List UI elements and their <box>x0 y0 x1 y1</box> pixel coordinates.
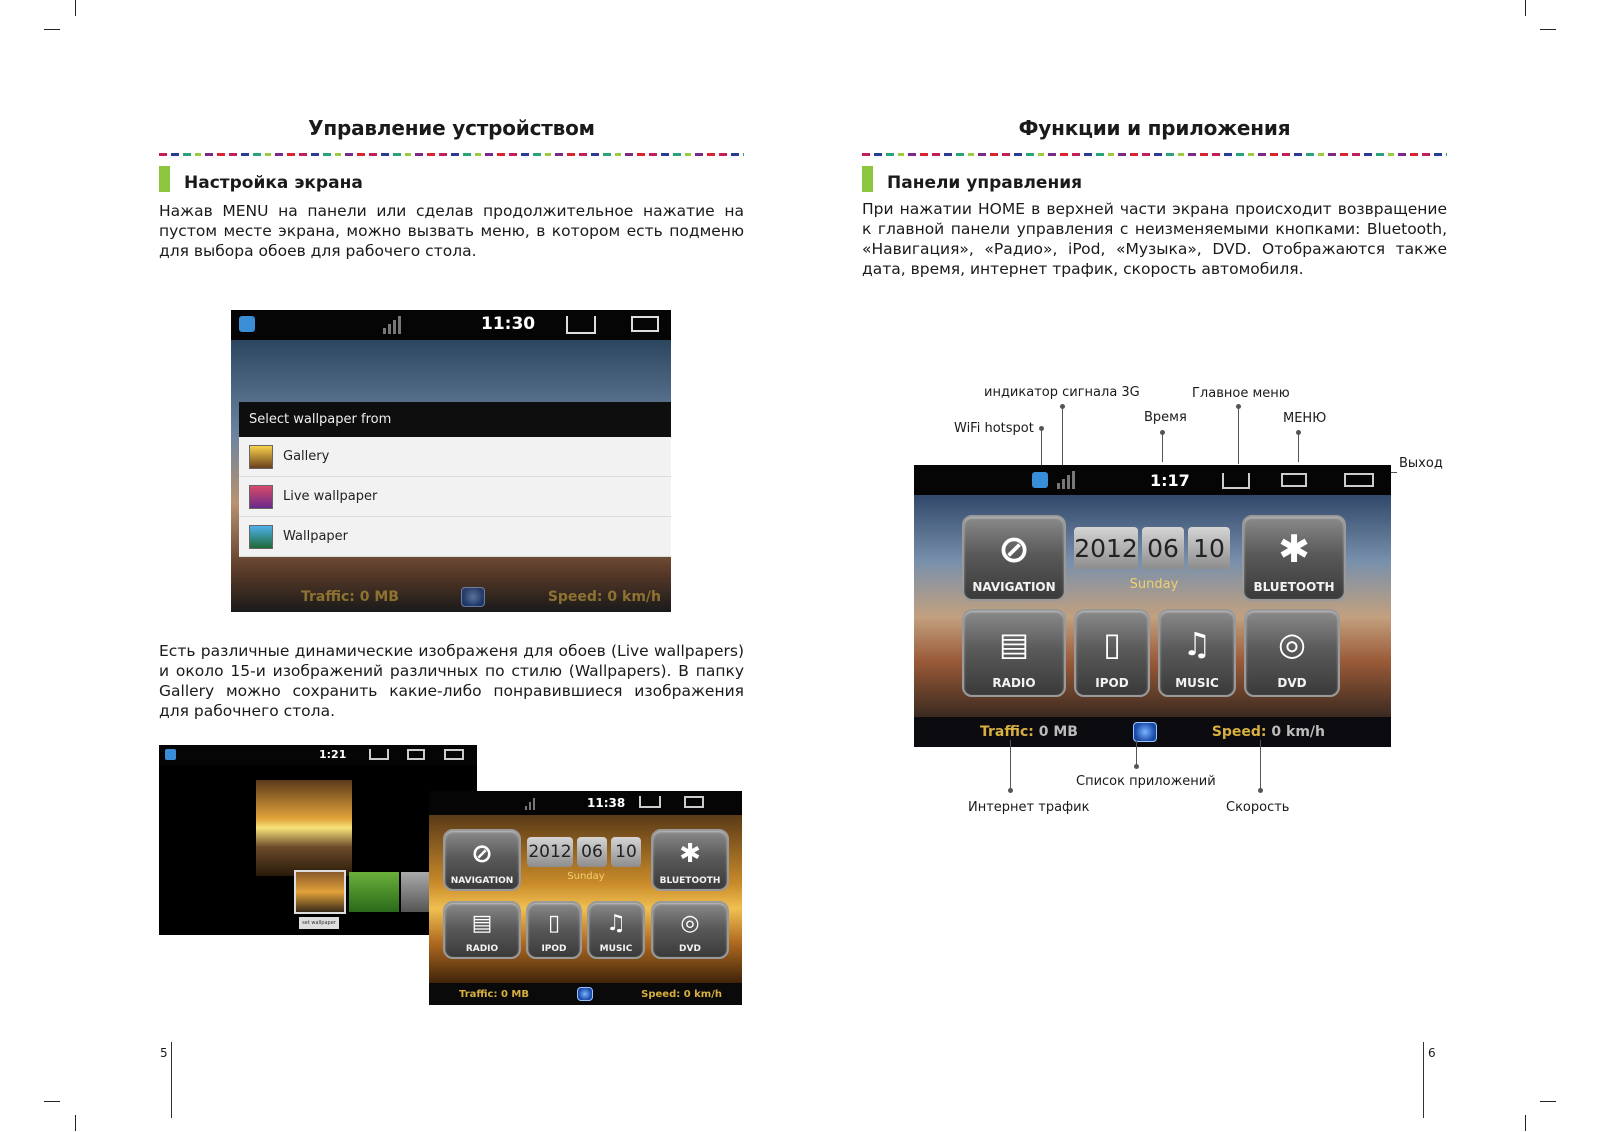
annotation-exit: Выход <box>1399 456 1443 471</box>
crop-mark <box>1540 29 1556 30</box>
status-bar <box>159 745 477 765</box>
tile-label: NAVIGATION <box>450 876 514 886</box>
tile-label: DVD <box>1277 676 1307 690</box>
home-screenshot <box>914 465 1391 747</box>
home-icon[interactable] <box>639 796 661 808</box>
clock: 1:21 <box>319 748 347 761</box>
info-bar <box>914 717 1391 747</box>
date-month: 06 <box>1142 527 1184 569</box>
music-tile[interactable] <box>587 901 645 959</box>
ipod-icon: ▯ <box>547 911 561 936</box>
tile-label: BLUETOOTH <box>1253 580 1335 594</box>
right-page <box>862 0 1447 1132</box>
connector-dot <box>1008 788 1013 793</box>
crop-mark <box>75 1115 76 1131</box>
tile-label: BLUETOOTH <box>659 876 721 886</box>
section-title: Настройка экрана <box>184 173 363 193</box>
app-grid-icon[interactable] <box>461 587 485 607</box>
recent-apps-icon[interactable] <box>631 316 659 332</box>
ipod-tile[interactable] <box>526 901 582 959</box>
section-title: Панели управления <box>887 173 1083 193</box>
bluetooth-tile[interactable] <box>651 829 729 891</box>
home-icon[interactable] <box>1222 473 1250 489</box>
bluetooth-tile[interactable] <box>1242 515 1346 601</box>
left-page <box>159 0 744 1132</box>
ipod-icon: ▯ <box>1103 624 1121 663</box>
wifi-icon <box>1032 472 1048 488</box>
connector-line <box>1062 407 1063 467</box>
home-icon[interactable] <box>566 316 596 334</box>
crop-mark <box>1525 1115 1526 1131</box>
crop-mark <box>1525 0 1526 16</box>
speed-readout: Speed: 0 km/h <box>1211 724 1325 740</box>
live-wallpaper-icon <box>249 485 273 509</box>
crop-mark <box>75 0 76 16</box>
navigation-tile[interactable] <box>443 829 521 891</box>
signal-icon <box>381 316 403 334</box>
recent-apps-icon[interactable] <box>684 796 704 808</box>
radio-tile[interactable] <box>443 901 521 959</box>
connector-line <box>1238 406 1239 464</box>
signal-icon <box>1056 471 1076 489</box>
connector-dot <box>1258 788 1263 793</box>
section-heading <box>159 165 363 193</box>
gallery-thumbnail[interactable] <box>349 872 399 912</box>
menu-item-gallery[interactable] <box>239 437 671 477</box>
status-bar <box>231 310 671 340</box>
connector-line <box>1260 740 1261 790</box>
wallpaper-menu <box>239 402 671 557</box>
page-heading: Функции и приложения <box>1018 116 1291 140</box>
menu-item-live-wallpaper[interactable] <box>239 477 671 517</box>
annotation-main-menu: Главное меню <box>1192 386 1290 401</box>
status-bar <box>914 465 1391 495</box>
radio-tile[interactable] <box>962 609 1066 697</box>
page-number: 6 <box>1428 1046 1436 1060</box>
annotation-app-list: Список приложений <box>1076 774 1216 789</box>
signal-icon <box>524 796 538 810</box>
tile-label: RADIO <box>465 944 499 954</box>
section-heading <box>862 165 1082 193</box>
wallpaper-icon <box>249 525 273 549</box>
date-day: 10 <box>1188 527 1230 569</box>
annotation-3g-signal: индикатор сигнала 3G <box>984 385 1140 400</box>
recent-apps-icon[interactable] <box>1281 473 1307 487</box>
connector-dot <box>1134 764 1139 769</box>
connector-line <box>1136 740 1137 766</box>
home-screenshot-small <box>429 791 742 1005</box>
weekday: Sunday <box>1129 577 1179 592</box>
ipod-tile[interactable] <box>1074 609 1150 697</box>
date-month: 06 <box>577 837 607 867</box>
crop-mark <box>44 29 60 30</box>
date-day: 10 <box>611 837 641 867</box>
info-bar <box>429 983 742 1005</box>
crop-mark <box>1540 1101 1556 1102</box>
radio-icon: ▤ <box>471 911 493 936</box>
tile-label: DVD <box>679 944 701 954</box>
date-digits <box>1074 527 1234 569</box>
gallery-thumbnail[interactable] <box>294 870 346 914</box>
bluetooth-icon: ✱ <box>679 838 701 869</box>
tile-label: MUSIC <box>1175 676 1219 690</box>
traffic-readout: Traffic: 0 MB <box>980 724 1078 740</box>
traffic-readout: Traffic: 0 MB <box>301 589 399 605</box>
connector-line <box>1162 432 1163 462</box>
menu-item-label: Wallpaper <box>283 529 349 544</box>
page-number: 5 <box>160 1046 168 1060</box>
dvd-tile[interactable] <box>651 901 729 959</box>
gallery-icon <box>249 445 273 469</box>
menu-title: Select wallpaper from <box>239 402 671 437</box>
wifi-icon <box>239 316 255 332</box>
radio-icon: ▤ <box>998 624 1030 663</box>
info-bar <box>231 582 671 612</box>
tile-label: MUSIC <box>599 944 633 954</box>
section-marker <box>159 166 170 192</box>
app-grid-icon[interactable] <box>577 987 593 1001</box>
compass-icon: ⊘ <box>471 838 493 869</box>
traffic-readout: Traffic: 0 MB <box>459 988 529 1000</box>
tile-label: RADIO <box>992 676 1036 690</box>
home-icon[interactable] <box>369 749 389 760</box>
status-bar <box>429 791 742 815</box>
navigation-tile[interactable] <box>962 515 1066 601</box>
annotation-wifi: WiFi hotspot <box>954 421 1034 436</box>
connector-line <box>1041 428 1042 465</box>
speed-readout: Speed: 0 km/h <box>641 988 722 1000</box>
date-widget <box>527 837 645 891</box>
music-note-icon: ♫ <box>606 911 626 936</box>
menu-item-wallpaper[interactable] <box>239 517 671 557</box>
tile-label: NAVIGATION <box>972 580 1056 594</box>
connector-line <box>1010 740 1011 790</box>
paragraph: Нажав MENU на панели или сделав продолжительное нажатие на пустом месте экрана, можно вызвать меню, в котором есть подменю для выбора обоев для рабочего стола. <box>159 202 744 260</box>
annotation-menu: МЕНЮ <box>1283 411 1327 426</box>
divider <box>159 153 744 156</box>
recent-apps-icon[interactable] <box>407 749 425 760</box>
clock: 1:17 <box>1150 471 1190 490</box>
disc-icon: ◎ <box>1278 624 1306 663</box>
back-icon[interactable] <box>1344 473 1374 487</box>
menu-item-label: Gallery <box>283 449 330 464</box>
set-wallpaper-button[interactable]: set wallpaper <box>299 917 339 929</box>
menu-item-label: Live wallpaper <box>283 489 378 504</box>
annotation-time: Время <box>1144 410 1187 425</box>
paragraph: При нажатии HOME в верхней части экрана происходит возвращение к главной панели управления с неизменяемыми кнопками: Bluetooth, «Навигация», «Радио», iPod, «Музыка», DVD. Отображаются также дата, время, интернет трафик, скорость автомобиля. <box>862 200 1447 278</box>
compass-icon: ⊘ <box>998 526 1030 571</box>
date-digits <box>527 837 645 867</box>
wifi-icon <box>165 749 176 760</box>
tile-label: IPOD <box>1095 676 1129 690</box>
music-tile[interactable] <box>1158 609 1236 697</box>
clock: 11:38 <box>587 796 626 810</box>
app-grid-icon[interactable] <box>1133 722 1157 742</box>
annotation-internet-traffic: Интернет трафик <box>968 800 1090 815</box>
gallery-preview-image <box>256 780 352 876</box>
date-year: 2012 <box>527 837 573 867</box>
date-year: 2012 <box>1074 527 1138 569</box>
dvd-tile[interactable] <box>1244 609 1340 697</box>
clock: 11:30 <box>481 314 536 334</box>
tile-label: IPOD <box>541 944 567 954</box>
annotation-speed: Скорость <box>1226 800 1290 815</box>
music-note-icon: ♫ <box>1182 624 1212 663</box>
page-rule <box>1423 1042 1424 1118</box>
weekday: Sunday <box>567 871 605 882</box>
divider <box>862 153 1447 156</box>
connector-line <box>1298 432 1299 462</box>
disc-icon: ◎ <box>680 911 700 936</box>
page-rule <box>171 1042 172 1118</box>
date-widget <box>1074 527 1234 601</box>
bluetooth-icon: ✱ <box>1278 526 1310 571</box>
crop-mark <box>44 1101 60 1102</box>
back-icon[interactable] <box>444 749 464 760</box>
page-heading: Управление устройством <box>308 116 595 140</box>
speed-readout: Speed: 0 km/h <box>547 589 661 605</box>
wallpaper-screenshot <box>231 310 671 612</box>
section-marker <box>862 166 873 192</box>
paragraph: Есть различные динамические изображеня для обоев (Live wallpapers) и около 15-и изображений различных по стилю (Wallpapers). В папку Gallery можно сохранить какие-либо понравившиеся изображения для рабочнего стола. <box>159 642 744 720</box>
